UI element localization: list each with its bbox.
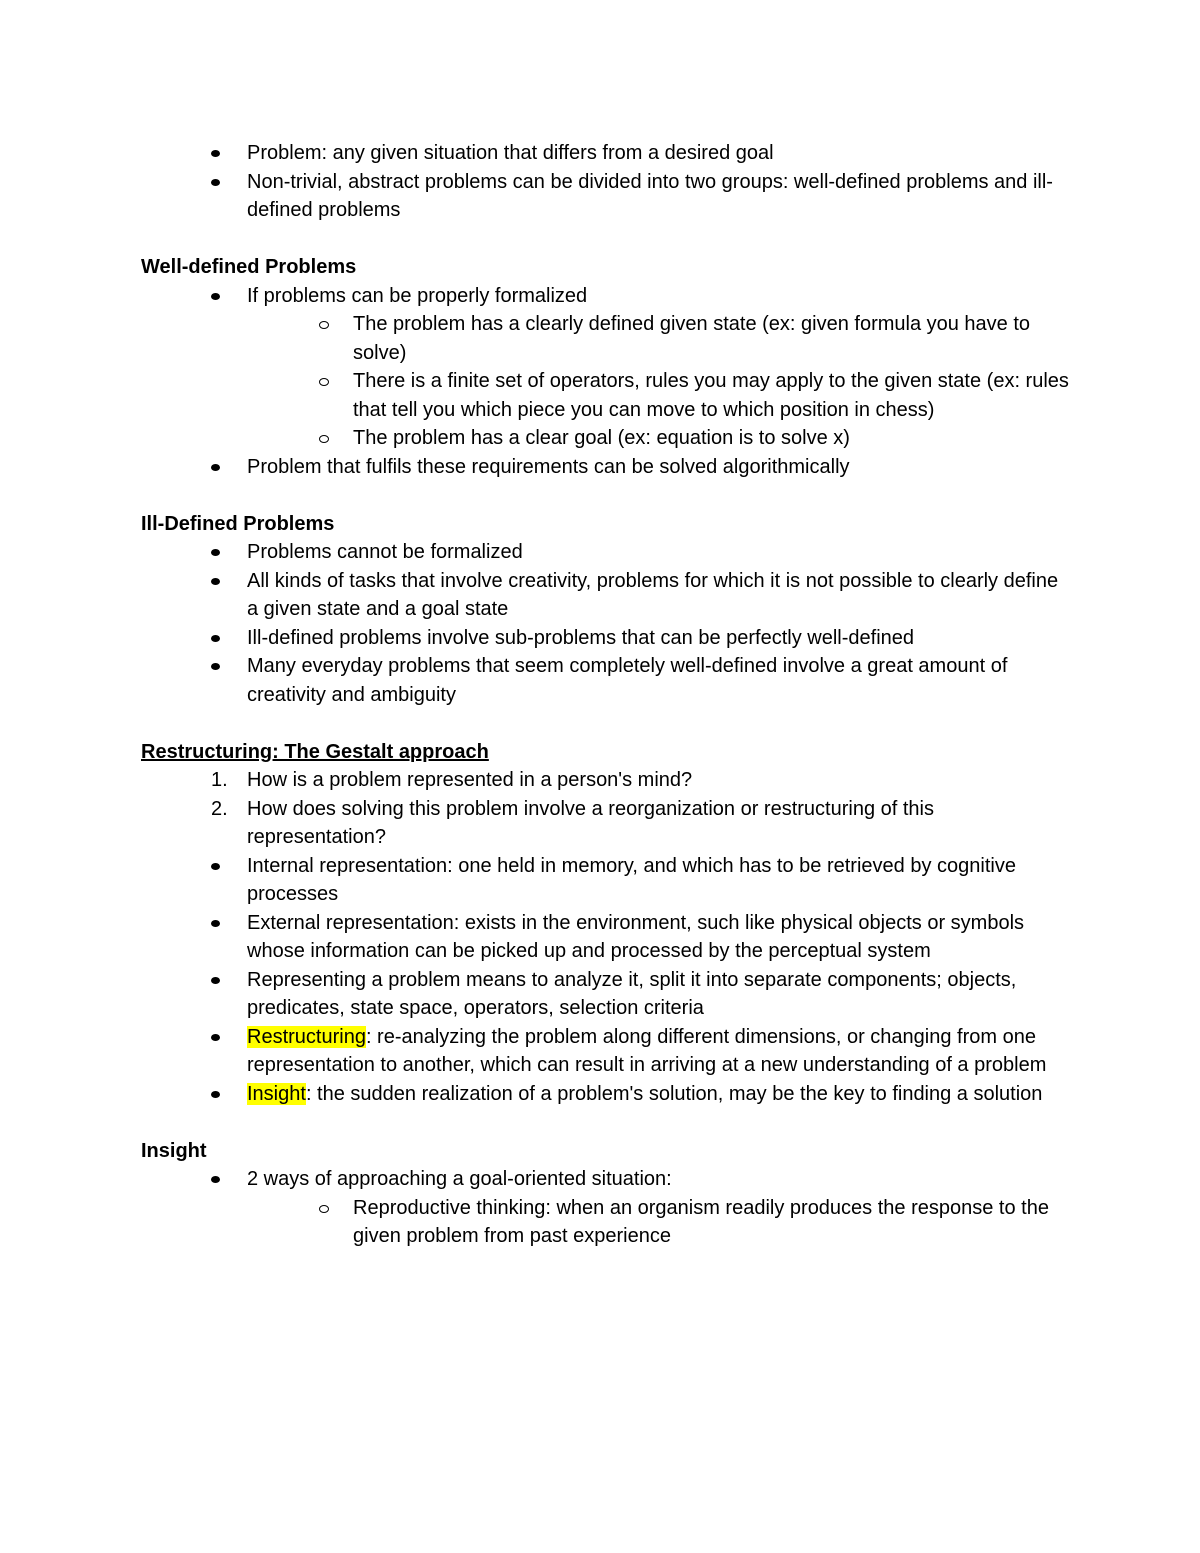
bullet-item: [141, 1165, 1071, 1194]
bullet-circle-icon: [319, 378, 329, 386]
bullet-disc-icon: [211, 663, 220, 670]
bullet-text: Many everyday problems that seem completely well-defined involve a great amount of creativity and ambiguity: [247, 655, 1008, 706]
sub-bullet-text: The problem has a clearly defined given state (ex: given formula you have to solve): [353, 313, 1031, 364]
section-spacer: [141, 709, 1071, 738]
bullet-disc-icon: [211, 1176, 220, 1183]
bullet-item: [141, 282, 1071, 311]
sub-bullet-text: Reproductive thinking: when an organism readily produces the response to the given problem from past experience: [353, 1196, 1049, 1247]
bullet-disc-icon: [211, 1034, 220, 1041]
bullet-item: [141, 538, 1071, 567]
bullet-item: [141, 1080, 1071, 1109]
numbered-text: How is a problem represented in a person's mind?: [247, 769, 693, 791]
bullet-circle-icon: [319, 321, 329, 329]
numbered-item: [141, 795, 1071, 852]
bullet-disc-icon: [211, 179, 220, 186]
sub-bullet-item: [141, 310, 1071, 367]
bullet-text: Non-trivial, abstract problems can be divided into two groups: well-defined problems and ill-defined problems: [247, 170, 1053, 221]
bullet-text: All kinds of tasks that involve creativity, problems for which it is not possible to clearly define a given state and a goal state: [247, 569, 1059, 620]
bullet-item: [141, 453, 1071, 482]
numbered-item: [141, 766, 1071, 795]
bullet-text: Internal representation: one held in memory, and which has to be retrieved by cognitive processes: [247, 854, 1016, 905]
bullet-disc-icon: [211, 1091, 220, 1098]
bullet-disc-icon: [211, 150, 220, 157]
bullet-circle-icon: [319, 435, 329, 443]
sub-bullet-text: The problem has a clear goal (ex: equation is to solve x): [353, 427, 850, 449]
bullet-item: [141, 139, 1071, 168]
sub-bullet-item: [141, 367, 1071, 424]
bullet-text: Representing a problem means to analyze it, split it into separate components; objects, predicates, state space, operators, selection criteria: [247, 968, 1017, 1019]
bullet-text: Problems cannot be formalized: [247, 541, 523, 563]
highlighted-term-restructuring: Restructuring: [247, 1025, 366, 1048]
bullet-item: [141, 1023, 1071, 1080]
bullet-circle-icon: [319, 1205, 329, 1213]
bullet-item: [141, 909, 1071, 966]
bullet-disc-icon: [211, 549, 220, 556]
bullet-text: External representation: exists in the environment, such like physical objects or symbols whose information can be picked up and processed by the perceptual system: [247, 911, 1025, 962]
bullet-text: Ill-defined problems involve sub-problems that can be perfectly well-defined: [247, 626, 915, 649]
document-content: [141, 139, 1071, 1251]
bullet-disc-icon: [211, 578, 220, 585]
bullet-item: [141, 624, 1071, 653]
sub-bullet-item: [141, 1194, 1071, 1251]
section-spacer: [141, 1108, 1071, 1137]
bullet-disc-icon: [211, 464, 220, 471]
definition-text: : the sudden realization of a problem's solution, may be the key to finding a solution: [305, 1082, 1043, 1105]
bullet-item: [141, 966, 1071, 1023]
definition-text: : re-analyzing the problem along different dimensions, or changing from one representation to another, which can result in arriving at a new understanding of a problem: [247, 1025, 1047, 1076]
section-spacer: [141, 481, 1071, 510]
bullet-item: [141, 168, 1071, 225]
section-heading-well-defined: Well-defined Problems: [141, 256, 357, 278]
section-heading-insight: Insight: [141, 1139, 207, 1162]
bullet-item: [141, 567, 1071, 624]
bullet-disc-icon: [211, 920, 220, 927]
list-number: 1.: [211, 769, 228, 791]
bullet-item: [141, 652, 1071, 709]
bullet-text: Problem that fulfils these requirements can be solved algorithmically: [247, 455, 850, 478]
bullet-disc-icon: [211, 293, 220, 300]
bullet-disc-icon: [211, 863, 220, 870]
numbered-text: How does solving this problem involve a reorganization or restructuring of this representation?: [247, 797, 935, 848]
section-heading-ill-defined: Ill-Defined Problems: [141, 512, 335, 535]
section-heading-restructuring: Restructuring: The Gestalt approach: [141, 740, 489, 763]
sub-bullet-text: There is a finite set of operators, rules you may apply to the given state (ex: rules that tell you which piece you can move to which position in chess): [353, 370, 1069, 421]
list-number: 2.: [211, 797, 228, 820]
sub-bullet-item: [141, 424, 1071, 453]
section-spacer: [141, 225, 1071, 254]
highlighted-term-insight: Insight: [247, 1082, 306, 1105]
bullet-disc-icon: [211, 977, 220, 984]
bullet-disc-icon: [211, 635, 220, 642]
bullet-text: 2 ways of approaching a goal-oriented situation:: [247, 1168, 672, 1190]
bullet-item: [141, 852, 1071, 909]
bullet-text: If problems can be properly formalized: [247, 284, 588, 307]
bullet-text: Problem: any given situation that differs from a desired goal: [247, 142, 774, 164]
